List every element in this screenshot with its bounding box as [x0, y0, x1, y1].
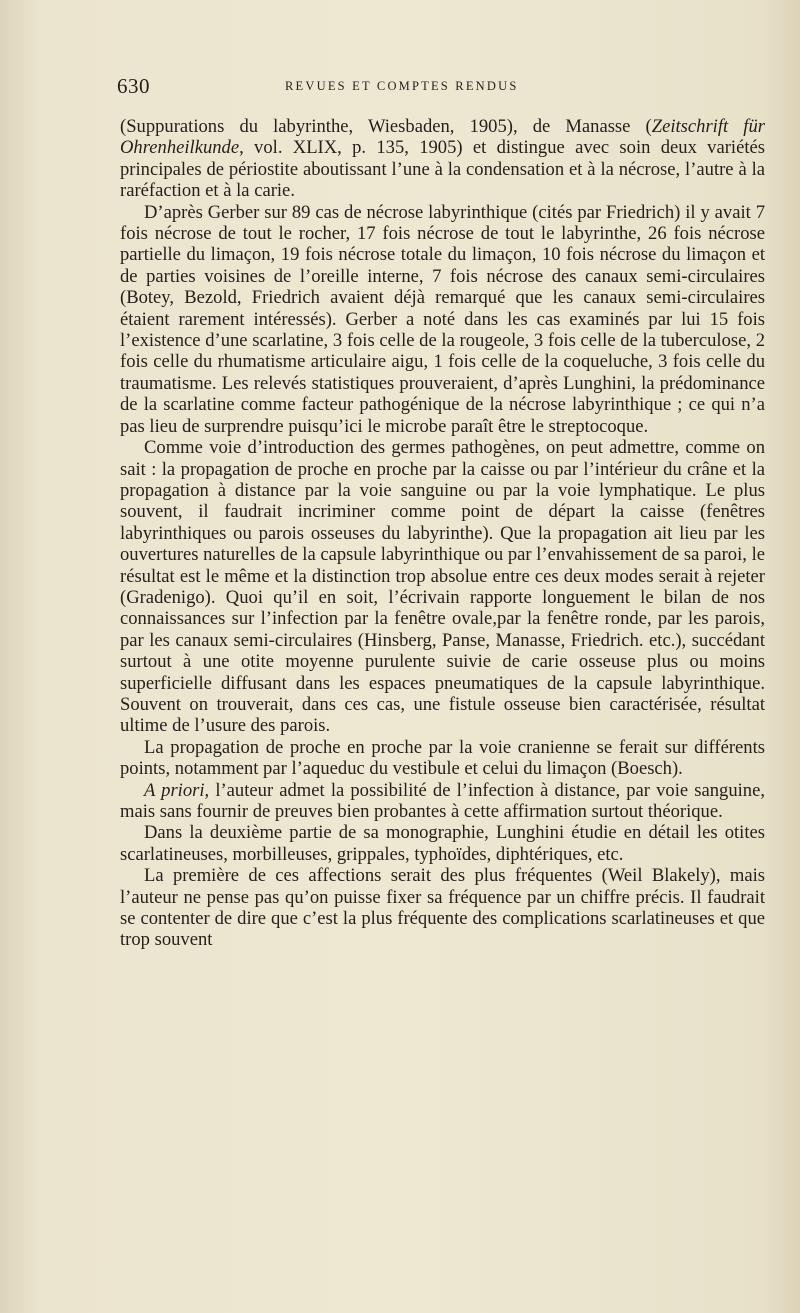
running-title: REVUES ET COMPTES RENDUS — [285, 79, 519, 93]
paragraph-3: Comme voie d’introduction des germes pathogènes, on peut admettre, comme on sait : la propagation de proche en proche par la caisse ou par l’intérieur du crâne et la propagation à distance par la voie sanguine ou par la voie lymphatique. Le plus souvent, il faudrait incriminer comme point de départ la caisse (fenêtres labyrinthiques ou parois osseuses du labyrinthe). Que la propagation ait lieu par les ouvertures naturelles de la capsule labyrinthique ou par l’envahissement de sa paroi, le résultat est le même et la distinction trop absolue entre ces deux modes serait à rejeter (Gradenigo). Quoi qu’il en soit, l’écrivain rapporte longuement le bilan de nos connaissances sur l’infection par la fenêtre ovale,par la fenêtre ronde, par les parois, par les canaux semi-circulaires (Hinsberg, Panse, Manasse, Friedrich. etc.), succédant surtout à une otite moyenne purulente suivie de carie osseuse plus ou moins superficielle diffusant dans les espaces pneumatiques de la capsule labyrinthique. Souvent on trouverait, dans ces cas, une fistule osseuse bien caractérisée, résultat ultime de l’usure des parois. — [120, 437, 765, 737]
paragraph-1-part-a: (Suppurations du labyrinthe, Wiesbaden, 1905), de Manasse ( — [120, 116, 652, 137]
paragraph-1-part-b: , vol. XLIX, p. 135, 1905) et distingue avec soin deux variétés principales de périostite aboutissant l’une à la condensation et à la nécrose, l’autre à la raréfaction et à la carie. — [120, 137, 765, 202]
paragraph-2: D’après Gerber sur 89 cas de nécrose labyrinthique (cités par Friedrich) il y avait 7 fois nécrose de tout le rocher, 17 fois nécrose de tout le labyrinthe, 26 fois nécrose partielle du limaçon, 19 fois nécrose totale du limaçon, 10 fois nécrose du limaçon et de parties voisines de l’oreille interne, 7 fois nécrose des canaux semi-circulaires (Botey, Bezold, Friedrich avaient déjà remarqué que les canaux semi-circulaires étaient rarement intéressés). Gerber a noté dans les cas examinés par lui 15 fois l’existence d’une scarlatine, 3 fois celle de la rougeole, 3 fois celle de la tuberculose, 2 fois celle du rhumatisme articulaire aigu, 1 fois celle de la coqueluche, 3 fois celle du traumatisme. Les relevés statistiques prouveraient, d’après Lunghini, la prédominance de la scarlatine comme facteur pathogénique de la nécrose labyrinthique ; ce qui n’a pas lieu de surprendre puisqu’ici le microbe paraît être le streptocoque. — [120, 201, 765, 437]
article-text — [120, 116, 765, 951]
paragraph-1 — [120, 116, 765, 202]
journal-title: Zeitschrift für Ohrenheilkunde — [120, 116, 765, 159]
paragraph-7: La première de ces affections serait des plus fréquentes (Weil Blakely), mais l’auteur ne pense pas qu’on puisse fixer sa fréquence par un chiffre précis. Il faudrait se contenter de dire que c’est la plus fréquente des complications scarlatineuses et que trop souvent — [120, 865, 765, 951]
paragraph-4: La propagation de proche en proche par la voie cranienne se ferait sur différents points, notamment par l’aqueduc du vestibule et celui du limaçon (Boesch). — [120, 736, 765, 780]
paragraph-5-rest: , l’auteur admet la possibilité de l’infection à distance, par voie sanguine, mais sans fournir de preuves bien probantes à cette affirmation surtout théorique. — [120, 779, 765, 822]
paragraph-6: Dans la deuxième partie de sa monographie, Lunghini étudie en détail les otites scarlatineuses, morbilleuses, grippales, typhoïdes, diphtériques, etc. — [120, 822, 765, 865]
paragraph-5 — [120, 780, 765, 823]
page-number: 630 — [117, 74, 150, 98]
running-head — [117, 74, 767, 100]
a-priori-lead: A priori — [144, 779, 205, 801]
